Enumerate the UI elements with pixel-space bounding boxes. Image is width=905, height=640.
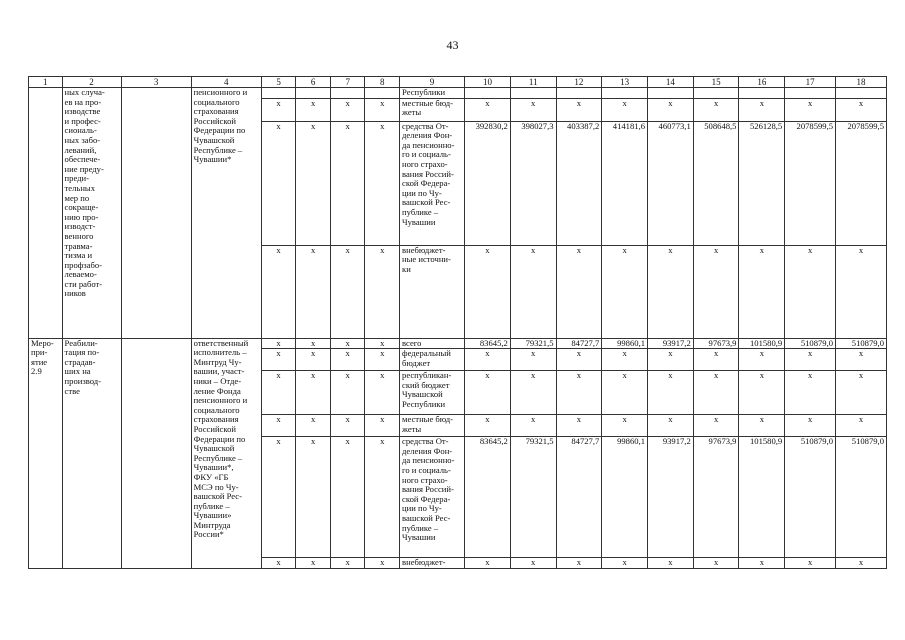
value-cell: x [648, 558, 694, 569]
value-cell: x [836, 245, 887, 338]
value-cell: x [556, 415, 602, 437]
funding-source: средства От- деления Фон- да пенсионно- го и социаль- ного страхо- вания Россий- ской Федера- ции по Чу- вашской Рес- публике – Чувашии [400, 121, 465, 245]
value-cell: x [739, 415, 785, 437]
value-cell: x [693, 371, 739, 415]
value-cell: 97673,9 [693, 338, 739, 349]
funding-source: внебюджет- [400, 558, 465, 569]
column-header: 14 [648, 77, 694, 88]
value-cell: x [510, 415, 556, 437]
value-cell: 398027,3 [510, 121, 556, 245]
value-cell [648, 88, 694, 99]
value-cell: 460773,1 [648, 121, 694, 245]
value-cell: 84727,7 [556, 437, 602, 558]
code-cell: x [330, 437, 365, 558]
value-cell: x [739, 245, 785, 338]
code-cell: x [296, 371, 331, 415]
value-cell: x [785, 371, 836, 415]
column-header: 10 [465, 77, 511, 88]
value-cell: x [648, 349, 694, 371]
value-cell: 79321,5 [510, 437, 556, 558]
value-cell: x [556, 558, 602, 569]
column-header: 15 [693, 77, 739, 88]
value-cell: x [836, 371, 887, 415]
column-header: 7 [330, 77, 365, 88]
code-cell [296, 88, 331, 99]
measure-number [29, 88, 63, 339]
code-cell: x [365, 437, 400, 558]
funding-source: средства От- деления Фон- да пенсионно- го и социаль- ного страхо- вания Россий- ской Федера- ции по Чу- вашской Рес- публике – Чувашии [400, 437, 465, 558]
column-header: 13 [602, 77, 648, 88]
value-cell: x [836, 98, 887, 121]
value-cell: x [602, 415, 648, 437]
code-cell: x [296, 349, 331, 371]
value-cell: x [836, 349, 887, 371]
value-cell: x [465, 98, 511, 121]
column-header: 17 [785, 77, 836, 88]
value-cell: x [602, 558, 648, 569]
code-cell: x [365, 98, 400, 121]
funding-source: местные бюд- жеты [400, 98, 465, 121]
column-header: 11 [510, 77, 556, 88]
value-cell: 101580,9 [739, 437, 785, 558]
value-cell: x [785, 415, 836, 437]
value-cell: x [602, 371, 648, 415]
value-cell: x [510, 349, 556, 371]
column-header: 16 [739, 77, 785, 88]
code-cell: x [296, 415, 331, 437]
value-cell: x [556, 349, 602, 371]
value-cell: 510879,0 [785, 338, 836, 349]
value-cell: 83645,2 [465, 338, 511, 349]
value-cell: x [785, 98, 836, 121]
value-cell: 101580,9 [739, 338, 785, 349]
value-cell: 93917,2 [648, 437, 694, 558]
value-cell: 79321,5 [510, 338, 556, 349]
funding-source: федеральный бюджет [400, 349, 465, 371]
value-cell: 83645,2 [465, 437, 511, 558]
value-cell: x [556, 245, 602, 338]
code-cell: x [261, 558, 296, 569]
value-cell: x [836, 558, 887, 569]
code-cell: x [330, 349, 365, 371]
measure-number: Меро- при- ятие 2.9 [29, 338, 63, 569]
value-cell: 508648,5 [693, 121, 739, 245]
measure-name: ных случа- ев на про- изводстве и профес- сиональ- ных забо- леваний, обеспече- ние преду- преди- тельных мер по сокраще- нию про- изводст- венного травма- тизма и профзабо- леваемо- сти работ- ников [62, 88, 121, 339]
value-cell: x [785, 349, 836, 371]
code-cell: x [330, 338, 365, 349]
value-cell: x [556, 98, 602, 121]
table-row [29, 338, 887, 349]
column-header: 3 [121, 77, 191, 88]
code-cell [365, 88, 400, 99]
value-cell: 526128,5 [739, 121, 785, 245]
value-cell: x [739, 98, 785, 121]
value-cell: x [602, 98, 648, 121]
code-cell: x [330, 415, 365, 437]
code-cell: x [330, 121, 365, 245]
value-cell: x [465, 415, 511, 437]
value-cell [556, 88, 602, 99]
value-cell: x [836, 415, 887, 437]
value-cell: 2078599,5 [836, 121, 887, 245]
code-cell: x [261, 349, 296, 371]
value-cell: x [602, 245, 648, 338]
table-row [29, 88, 887, 99]
value-cell: x [510, 558, 556, 569]
value-cell: x [739, 371, 785, 415]
column-header: 4 [191, 77, 261, 88]
code-cell: x [365, 338, 400, 349]
column-header: 12 [556, 77, 602, 88]
code-cell [330, 88, 365, 99]
value-cell: x [465, 245, 511, 338]
column-header: 9 [400, 77, 465, 88]
code-cell: x [365, 349, 400, 371]
value-cell: x [739, 558, 785, 569]
code-cell: x [365, 121, 400, 245]
value-cell: 99860,1 [602, 437, 648, 558]
value-cell: x [602, 349, 648, 371]
code-cell [261, 88, 296, 99]
value-cell: 97673,9 [693, 437, 739, 558]
value-cell: x [693, 558, 739, 569]
column-header: 1 [29, 77, 63, 88]
value-cell: x [510, 245, 556, 338]
funding-source: всего [400, 338, 465, 349]
value-cell: x [465, 558, 511, 569]
value-cell: 403387,2 [556, 121, 602, 245]
column-header: 18 [836, 77, 887, 88]
code-cell: x [296, 437, 331, 558]
value-cell: 99860,1 [602, 338, 648, 349]
code-cell: x [261, 245, 296, 338]
code-cell: x [296, 98, 331, 121]
value-cell: x [693, 245, 739, 338]
value-cell: x [648, 415, 694, 437]
value-cell [739, 88, 785, 99]
value-cell: 84727,7 [556, 338, 602, 349]
value-cell: x [693, 98, 739, 121]
code-cell: x [330, 98, 365, 121]
value-cell: x [648, 98, 694, 121]
executor-cell: ответственный исполнитель – Минтруд Чу- вашии, участ- ники – Отде- ление Фонда пенсионного и социального страхования Российской Федерации по Чувашской Республике – Чувашии*, ФКУ «ГБ МСЭ по Чу- вашской Рес- публике – Чувашии» Минтруда России* [191, 338, 261, 569]
value-cell [510, 88, 556, 99]
budget-table [28, 76, 887, 569]
executor-cell: пенсионного и социального страхования Российской Федерации по Чувашской Республике – Чувашии* [191, 88, 261, 339]
page-number: 43 [446, 38, 459, 52]
funding-source: республикан- ский бюджет Чувашской Республики [400, 371, 465, 415]
funding-source: Республики [400, 88, 465, 99]
value-cell: x [693, 415, 739, 437]
code-cell: x [330, 371, 365, 415]
column-header: 8 [365, 77, 400, 88]
header-row [29, 77, 887, 88]
empty-cell [121, 338, 191, 569]
code-cell: x [296, 558, 331, 569]
value-cell: x [556, 371, 602, 415]
column-header: 6 [296, 77, 331, 88]
code-cell: x [296, 121, 331, 245]
value-cell: x [465, 349, 511, 371]
value-cell [693, 88, 739, 99]
code-cell: x [330, 558, 365, 569]
value-cell: 510879,0 [785, 437, 836, 558]
value-cell: 2078599,5 [785, 121, 836, 245]
value-cell: x [739, 349, 785, 371]
code-cell: x [261, 371, 296, 415]
code-cell: x [296, 245, 331, 338]
value-cell: 414181,6 [602, 121, 648, 245]
code-cell: x [365, 415, 400, 437]
value-cell [602, 88, 648, 99]
empty-cell [121, 88, 191, 339]
funding-source: местные бюд- жеты [400, 415, 465, 437]
value-cell: 510879,0 [836, 437, 887, 558]
code-cell: x [261, 437, 296, 558]
code-cell: x [261, 98, 296, 121]
column-header: 2 [62, 77, 121, 88]
code-cell: x [365, 558, 400, 569]
value-cell: x [648, 245, 694, 338]
code-cell: x [330, 245, 365, 338]
column-header: 5 [261, 77, 296, 88]
code-cell: x [365, 245, 400, 338]
code-cell: x [261, 338, 296, 349]
value-cell: x [510, 371, 556, 415]
value-cell: x [693, 349, 739, 371]
code-cell: x [261, 121, 296, 245]
value-cell: x [785, 558, 836, 569]
value-cell: 510879,0 [836, 338, 887, 349]
value-cell [465, 88, 511, 99]
code-cell: x [365, 371, 400, 415]
measure-name: Реабили- тация по- страдав- ших на производ- стве [62, 338, 121, 569]
value-cell: x [648, 371, 694, 415]
code-cell: x [296, 338, 331, 349]
value-cell: 392830,2 [465, 121, 511, 245]
value-cell [785, 88, 836, 99]
code-cell: x [261, 415, 296, 437]
value-cell: 93917,2 [648, 338, 694, 349]
funding-source: внебюджет- ные источни- ки [400, 245, 465, 338]
value-cell: x [785, 245, 836, 338]
value-cell: x [510, 98, 556, 121]
value-cell [836, 88, 887, 99]
value-cell: x [465, 371, 511, 415]
